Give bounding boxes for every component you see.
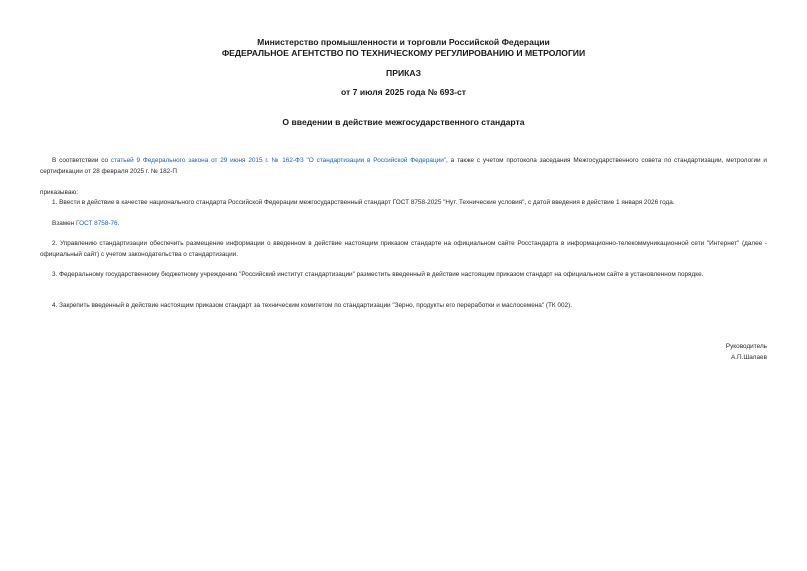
order-item-4: 4. Закрепить введенный в действие настоящим приказом стандарт за техническим комитетом по стандартизации "Зерно, продукты его переработки и маслосемена" (ТК 002). bbox=[52, 302, 572, 309]
replaced-suffix: . bbox=[117, 220, 120, 227]
replaced-prefix: Взамен bbox=[52, 220, 76, 227]
order-item-2: 2. Управлению стандартизации обеспечить размещение информации о введенном в действие настоящим приказом стандарте на официальном сайте Росстандарта в информационно-телекоммуникационной сети "Интернет" (далее - официальный сайт) с учетом законодательства о стандартизации. bbox=[40, 240, 767, 258]
signatory-role: Руководитель bbox=[725, 343, 767, 350]
order-item-3: 3. Федеральному государственному бюджетному учреждению "Российский институт стандартизации" разместить введенный в действие настоящим приказом стандарт на официальном сайте в установленном порядке. bbox=[52, 271, 704, 278]
document-kind: ПРИКАЗ bbox=[386, 68, 421, 78]
replaced-standard-line bbox=[40, 218, 767, 229]
preamble-paragraph bbox=[40, 155, 767, 177]
signatory-name: А.П.Шалаев bbox=[730, 354, 767, 361]
preamble-prefix: В соответствии со bbox=[52, 157, 111, 164]
order-item-1: 1. Ввести в действие в качестве национального стандарта Российской Федерации межгосударственный стандарт ГОСТ 8758-2025 "Нут. Технические условия", с датой введения в действие 1 января 2026 года. bbox=[52, 199, 675, 206]
document-subject: О введении в действие межгосударственного стандарта bbox=[282, 117, 525, 127]
ministry-title: Министерство промышленности и торговли Российской Федерации bbox=[257, 37, 550, 47]
order-word: приказываю: bbox=[40, 189, 78, 196]
preamble-suffix: , а также с учетом протокола заседания Межгосударственного совета по стандартизации, метрологии и сертификации от 28 февраля 2025 г. № 182-П bbox=[40, 157, 768, 175]
agency-title: ФЕДЕРАЛЬНОЕ АГЕНТСТВО ПО ТЕХНИЧЕСКОМУ РЕГУЛИРОВАНИЮ И МЕТРОЛОГИИ bbox=[221, 48, 586, 58]
document-number: от 7 июля 2025 года № 693-ст bbox=[341, 87, 466, 97]
law-article-link[interactable]: статьей 9 Федерального закона от 29 июня 2015 г. № 162-ФЗ "О стандартизации в Российской Федерации" bbox=[110, 157, 447, 164]
replaced-standard-link[interactable]: ГОСТ 8758-76 bbox=[76, 220, 118, 227]
